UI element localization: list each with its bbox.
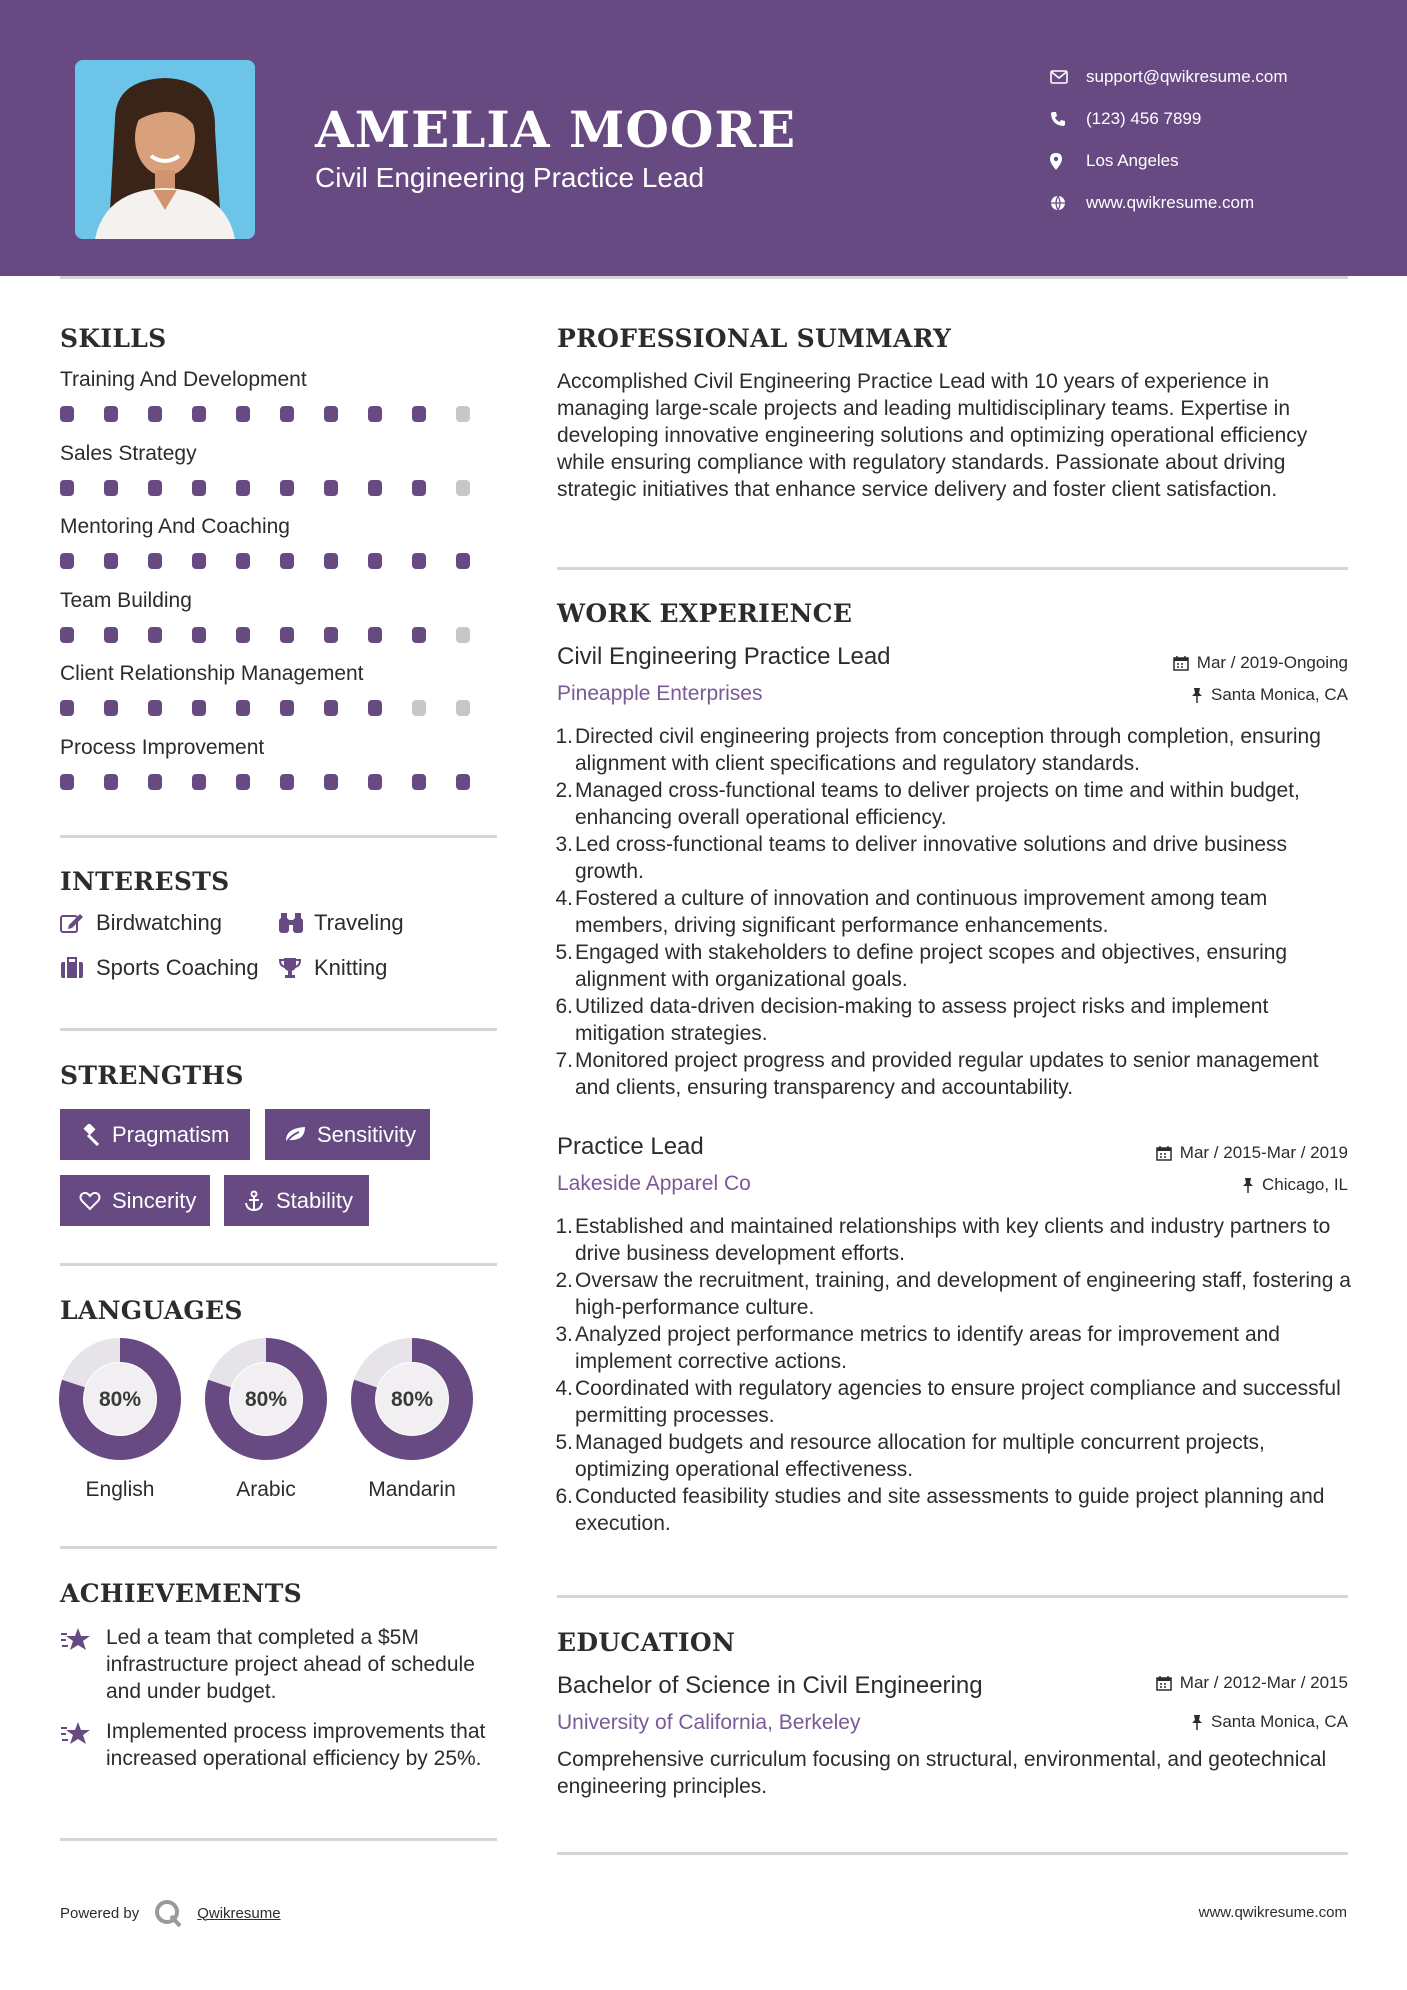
heart-icon bbox=[72, 1191, 108, 1211]
responsibility-text: Directed civil engineering projects from conception through completion, ensuring alignment with client specifications and regulatory standards. bbox=[575, 725, 1321, 775]
divider bbox=[60, 1838, 497, 1841]
responsibility-item bbox=[557, 1267, 1357, 1321]
footer-website[interactable]: www.qwikresume.com bbox=[1198, 1904, 1347, 1921]
rating-dot-filled bbox=[368, 774, 382, 790]
rating-dot-filled bbox=[412, 480, 426, 496]
calendar-icon bbox=[1156, 1675, 1172, 1691]
skill-rating bbox=[60, 480, 500, 496]
strength-tag bbox=[60, 1175, 210, 1226]
achievement-text: Implemented process improvements that increased operational efficiency by 25%. bbox=[106, 1720, 486, 1770]
contact-location-text: Los Angeles bbox=[1086, 151, 1179, 170]
calendar-icon bbox=[1173, 655, 1189, 671]
education-dates bbox=[1156, 1673, 1348, 1693]
education-location-text: Santa Monica, CA bbox=[1210, 1712, 1348, 1731]
star-badge-icon bbox=[60, 1718, 106, 1772]
rating-dot-filled bbox=[280, 406, 294, 422]
company-name: Lakeside Apparel Co bbox=[557, 1172, 751, 1195]
list-number: 2. bbox=[555, 1269, 573, 1292]
rating-dot-filled bbox=[148, 774, 162, 790]
skill-rating bbox=[60, 627, 500, 643]
skill-rating bbox=[60, 774, 500, 790]
responsibility-text: Oversaw the recruitment, training, and development of engineering staff, fostering a high-performance culture. bbox=[575, 1269, 1351, 1319]
language-percent: 80% bbox=[244, 1388, 288, 1411]
job-title: Practice Lead bbox=[557, 1133, 704, 1160]
responsibility-item bbox=[557, 1321, 1357, 1375]
strength-tag bbox=[265, 1109, 430, 1160]
rating-dot-filled bbox=[60, 774, 74, 790]
list-number: 5. bbox=[555, 1431, 573, 1454]
education-location bbox=[1191, 1712, 1348, 1732]
rating-dot-empty bbox=[412, 700, 426, 716]
rating-dot-filled bbox=[236, 700, 250, 716]
pushpin-icon bbox=[1191, 1714, 1203, 1730]
contact-website-text: www.qwikresume.com bbox=[1086, 193, 1255, 212]
skill-item bbox=[60, 736, 500, 810]
skills-title: SKILLS bbox=[60, 324, 167, 353]
rating-dot-filled bbox=[456, 553, 470, 569]
rating-dot-filled bbox=[148, 480, 162, 496]
rating-dot-filled bbox=[324, 553, 338, 569]
job-title: Civil Engineering Practice Lead bbox=[557, 643, 891, 670]
rating-dot-empty bbox=[456, 480, 470, 496]
rating-dot-filled bbox=[104, 406, 118, 422]
job-location-text: Santa Monica, CA bbox=[1210, 685, 1348, 704]
interest-label: Sports Coaching bbox=[96, 955, 259, 980]
divider bbox=[557, 1852, 1348, 1855]
list-number: 1. bbox=[555, 725, 573, 748]
rating-dot-filled bbox=[104, 627, 118, 643]
responsibility-item bbox=[557, 1213, 1357, 1267]
skill-item bbox=[60, 515, 500, 589]
rating-dot-filled bbox=[456, 774, 470, 790]
strength-label: Pragmatism bbox=[112, 1121, 230, 1147]
strength-tag bbox=[224, 1175, 369, 1226]
divider bbox=[557, 567, 1348, 570]
rating-dot-empty bbox=[456, 700, 470, 716]
skill-name: Mentoring And Coaching bbox=[60, 515, 290, 538]
rating-dot-filled bbox=[412, 406, 426, 422]
strengths-title: STRENGTHS bbox=[60, 1061, 244, 1090]
education-title: EDUCATION bbox=[557, 1628, 736, 1657]
envelope-icon bbox=[1050, 70, 1086, 84]
divider bbox=[60, 1028, 497, 1031]
profile-photo bbox=[75, 60, 255, 239]
interest-item bbox=[278, 955, 387, 981]
language-name: English bbox=[85, 1478, 155, 1501]
rating-dot-filled bbox=[60, 406, 74, 422]
binoculars-icon bbox=[278, 912, 314, 934]
achievement-item bbox=[60, 1624, 506, 1705]
contact-email-text: support@qwikresume.com bbox=[1086, 67, 1288, 86]
skills-list bbox=[60, 368, 500, 809]
skill-item bbox=[60, 589, 500, 663]
list-number: 3. bbox=[555, 1323, 573, 1346]
responsibility-text: Monitored project progress and provided regular updates to senior management and clients, ensuring transparency and accountability. bbox=[575, 1049, 1319, 1099]
responsibility-text: Engaged with stakeholders to define project scopes and objectives, ensuring alignment with organizational goals. bbox=[575, 941, 1288, 991]
job-responsibilities bbox=[557, 723, 1357, 1101]
rating-dot-filled bbox=[236, 406, 250, 422]
skill-name: Team Building bbox=[60, 588, 192, 612]
pushpin-icon bbox=[1242, 1177, 1254, 1193]
responsibility-item bbox=[557, 1483, 1357, 1537]
responsibility-item bbox=[557, 1375, 1357, 1429]
interest-label: Birdwatching bbox=[96, 910, 222, 935]
rating-dot-filled bbox=[412, 774, 426, 790]
rating-dot-filled bbox=[324, 406, 338, 422]
interest-item bbox=[60, 955, 259, 981]
calendar-icon bbox=[1156, 1145, 1172, 1161]
interest-label: Traveling bbox=[314, 910, 404, 935]
language-name: Mandarin bbox=[368, 1478, 456, 1501]
rating-dot-filled bbox=[192, 406, 206, 422]
trophy-icon bbox=[278, 957, 314, 979]
rating-dot-filled bbox=[368, 406, 382, 422]
rating-dot-filled bbox=[280, 553, 294, 569]
rating-dot-filled bbox=[104, 553, 118, 569]
education-description: Comprehensive curriculum focusing on structural, environmental, and geotechnical engineering principles. bbox=[557, 1748, 1327, 1798]
rating-dot-filled bbox=[324, 627, 338, 643]
briefcase-icon bbox=[60, 957, 96, 979]
rating-dot-filled bbox=[148, 406, 162, 422]
rating-dot-filled bbox=[192, 774, 206, 790]
rating-dot-filled bbox=[280, 627, 294, 643]
divider bbox=[557, 1595, 1348, 1598]
responsibility-item bbox=[557, 831, 1357, 885]
rating-dot-filled bbox=[60, 553, 74, 569]
contact-phone[interactable] bbox=[1050, 98, 1370, 140]
map-pin-icon bbox=[1050, 153, 1086, 170]
responsibility-item bbox=[557, 1429, 1357, 1483]
language-proficiency-ring bbox=[350, 1337, 474, 1461]
rating-dot-filled bbox=[324, 774, 338, 790]
footer-branding bbox=[60, 1898, 281, 1928]
interest-label: Knitting bbox=[314, 955, 388, 980]
list-number: 3. bbox=[555, 833, 573, 856]
contact-phone-text: (123) 456 7899 bbox=[1086, 109, 1202, 128]
interest-item bbox=[60, 910, 222, 936]
list-number: 1. bbox=[555, 1215, 573, 1238]
language-percent: 80% bbox=[390, 1388, 434, 1411]
responsibility-text: Analyzed project performance metrics to identify areas for improvement and implement corrective actions. bbox=[575, 1323, 1280, 1373]
skill-item bbox=[60, 442, 500, 516]
rating-dot-filled bbox=[104, 700, 118, 716]
strength-label: Sincerity bbox=[112, 1187, 197, 1213]
language-name: Arabic bbox=[236, 1478, 296, 1501]
language-item bbox=[350, 1337, 474, 1502]
rating-dot-filled bbox=[192, 627, 206, 643]
languages-title: LANGUAGES bbox=[60, 1296, 243, 1325]
powered-by-label: Powered by bbox=[60, 1904, 140, 1922]
rating-dot-filled bbox=[368, 700, 382, 716]
gavel-icon bbox=[72, 1124, 108, 1146]
skill-rating bbox=[60, 700, 500, 716]
rating-dot-filled bbox=[192, 553, 206, 569]
anchor-icon bbox=[236, 1190, 272, 1212]
job-responsibilities bbox=[557, 1213, 1357, 1537]
leaf-icon bbox=[277, 1125, 313, 1145]
rating-dot-filled bbox=[148, 700, 162, 716]
star-badge-icon bbox=[60, 1624, 106, 1705]
list-number: 7. bbox=[555, 1049, 573, 1072]
responsibility-item bbox=[557, 939, 1357, 993]
rating-dot-filled bbox=[236, 480, 250, 496]
job-location-text: Chicago, IL bbox=[1262, 1175, 1348, 1194]
list-number: 6. bbox=[555, 1485, 573, 1508]
experience-title: WORK EXPERIENCE bbox=[557, 599, 853, 628]
header-divider bbox=[60, 276, 1348, 279]
divider bbox=[60, 835, 497, 838]
skill-rating bbox=[60, 406, 500, 422]
job-dates-text: Mar / 2019-Ongoing bbox=[1196, 653, 1348, 672]
rating-dot-filled bbox=[368, 480, 382, 496]
rating-dot-filled bbox=[104, 774, 118, 790]
skill-item bbox=[60, 662, 500, 736]
job-location bbox=[1191, 685, 1348, 705]
rating-dot-empty bbox=[456, 406, 470, 422]
rating-dot-filled bbox=[236, 774, 250, 790]
responsibility-text: Managed budgets and resource allocation for multiple concurrent projects, optimizing operational effectiveness. bbox=[575, 1431, 1265, 1481]
phone-icon bbox=[1050, 111, 1086, 127]
degree-title: Bachelor of Science in Civil Engineering bbox=[557, 1672, 983, 1699]
rating-dot-filled bbox=[192, 700, 206, 716]
responsibility-item bbox=[557, 777, 1357, 831]
contact-email[interactable] bbox=[1050, 56, 1370, 98]
rating-dot-filled bbox=[324, 480, 338, 496]
responsibility-item bbox=[557, 723, 1357, 777]
strength-tag bbox=[60, 1109, 250, 1160]
rating-dot-filled bbox=[148, 553, 162, 569]
rating-dot-filled bbox=[148, 627, 162, 643]
job-dates bbox=[1156, 1143, 1348, 1163]
rating-dot-filled bbox=[280, 480, 294, 496]
divider bbox=[60, 1546, 497, 1549]
rating-dot-filled bbox=[324, 700, 338, 716]
contact-website[interactable] bbox=[1050, 182, 1370, 224]
responsibility-text: Utilized data-driven decision-making to assess project risks and implement mitigation strategies. bbox=[575, 995, 1269, 1045]
summary-title: PROFESSIONAL SUMMARY bbox=[557, 324, 952, 353]
summary-text: Accomplished Civil Engineering Practice Lead with 10 years of experience in managing large-scale projects and leading multidisciplinary teams. Expertise in developing innovative engineering solutions and optimizing operational efficiency while ensuring compliance with regulatory standards. Passionate about driving strategic initiatives that enhance service delivery and foster client satisfaction. bbox=[557, 370, 1308, 501]
rating-dot-filled bbox=[368, 553, 382, 569]
skill-item bbox=[60, 368, 500, 442]
contact-location bbox=[1050, 140, 1370, 182]
skill-name: Sales Strategy bbox=[60, 441, 197, 465]
language-proficiency-ring bbox=[58, 1337, 182, 1461]
language-percent: 80% bbox=[98, 1388, 142, 1411]
responsibility-text: Conducted feasibility studies and site assessments to guide project planning and execution. bbox=[575, 1485, 1325, 1535]
contact-info bbox=[1050, 56, 1370, 224]
list-number: 2. bbox=[555, 779, 573, 802]
rating-dot-empty bbox=[456, 627, 470, 643]
rating-dot-filled bbox=[368, 627, 382, 643]
rating-dot-filled bbox=[412, 627, 426, 643]
responsibility-text: Fostered a culture of innovation and continuous improvement among team members, driving significant performance enhancements. bbox=[575, 887, 1268, 937]
company-name: Pineapple Enterprises bbox=[557, 682, 763, 705]
skill-name: Client Relationship Management bbox=[60, 662, 364, 685]
achievement-text: Led a team that completed a $5M infrastructure project ahead of schedule and under budget. bbox=[106, 1626, 475, 1703]
achievements-title: ACHIEVEMENTS bbox=[60, 1579, 302, 1608]
job-dates bbox=[1173, 653, 1348, 673]
education-dates-text: Mar / 2012-Mar / 2015 bbox=[1179, 1673, 1348, 1692]
responsibility-text: Established and maintained relationships with key clients and industry partners to drive business development efforts. bbox=[575, 1215, 1331, 1265]
list-number: 4. bbox=[555, 1377, 573, 1400]
resume-header bbox=[0, 0, 1407, 276]
responsibility-item bbox=[557, 993, 1357, 1047]
list-number: 5. bbox=[555, 941, 573, 964]
strength-label: Sensitivity bbox=[317, 1121, 417, 1147]
responsibility-item bbox=[557, 1047, 1357, 1101]
qwikresume-logo-icon bbox=[153, 1898, 183, 1928]
list-number: 6. bbox=[555, 995, 573, 1018]
language-proficiency-ring bbox=[204, 1337, 328, 1461]
candidate-name: AMELIA MOORE bbox=[315, 100, 797, 159]
qwikresume-link[interactable]: Qwikresume bbox=[197, 1904, 281, 1922]
candidate-role: Civil Engineering Practice Lead bbox=[315, 162, 705, 193]
list-number: 4. bbox=[555, 887, 573, 910]
responsibility-text: Led cross-functional teams to deliver innovative solutions and drive business growth. bbox=[575, 833, 1288, 883]
rating-dot-filled bbox=[412, 553, 426, 569]
rating-dot-filled bbox=[280, 774, 294, 790]
achievement-item bbox=[60, 1718, 506, 1772]
strength-label: Stability bbox=[276, 1187, 354, 1213]
skill-name: Process Improvement bbox=[60, 735, 265, 759]
school-name: University of California, Berkeley bbox=[557, 1711, 861, 1734]
rating-dot-filled bbox=[236, 553, 250, 569]
skill-name: Training And Development bbox=[60, 368, 307, 391]
language-item bbox=[204, 1337, 328, 1502]
pushpin-icon bbox=[1191, 687, 1203, 703]
rating-dot-filled bbox=[60, 627, 74, 643]
rating-dot-filled bbox=[60, 480, 74, 496]
job-dates-text: Mar / 2015-Mar / 2019 bbox=[1179, 1143, 1348, 1162]
interests-title: INTERESTS bbox=[60, 867, 230, 896]
skill-rating bbox=[60, 553, 500, 569]
rating-dot-filled bbox=[104, 480, 118, 496]
pencil-square-icon bbox=[60, 912, 96, 934]
responsibility-text: Managed cross-functional teams to deliver projects on time and within budget, enhancing overall operational efficiency. bbox=[575, 779, 1300, 829]
rating-dot-filled bbox=[280, 700, 294, 716]
globe-icon bbox=[1050, 195, 1086, 211]
rating-dot-filled bbox=[236, 627, 250, 643]
rating-dot-filled bbox=[192, 480, 206, 496]
job-location bbox=[1242, 1175, 1348, 1195]
divider bbox=[60, 1263, 497, 1266]
interest-item bbox=[278, 910, 404, 936]
language-item bbox=[58, 1337, 182, 1502]
rating-dot-filled bbox=[60, 700, 74, 716]
responsibility-text: Coordinated with regulatory agencies to ensure project compliance and successful permitting processes. bbox=[575, 1377, 1341, 1427]
responsibility-item bbox=[557, 885, 1357, 939]
